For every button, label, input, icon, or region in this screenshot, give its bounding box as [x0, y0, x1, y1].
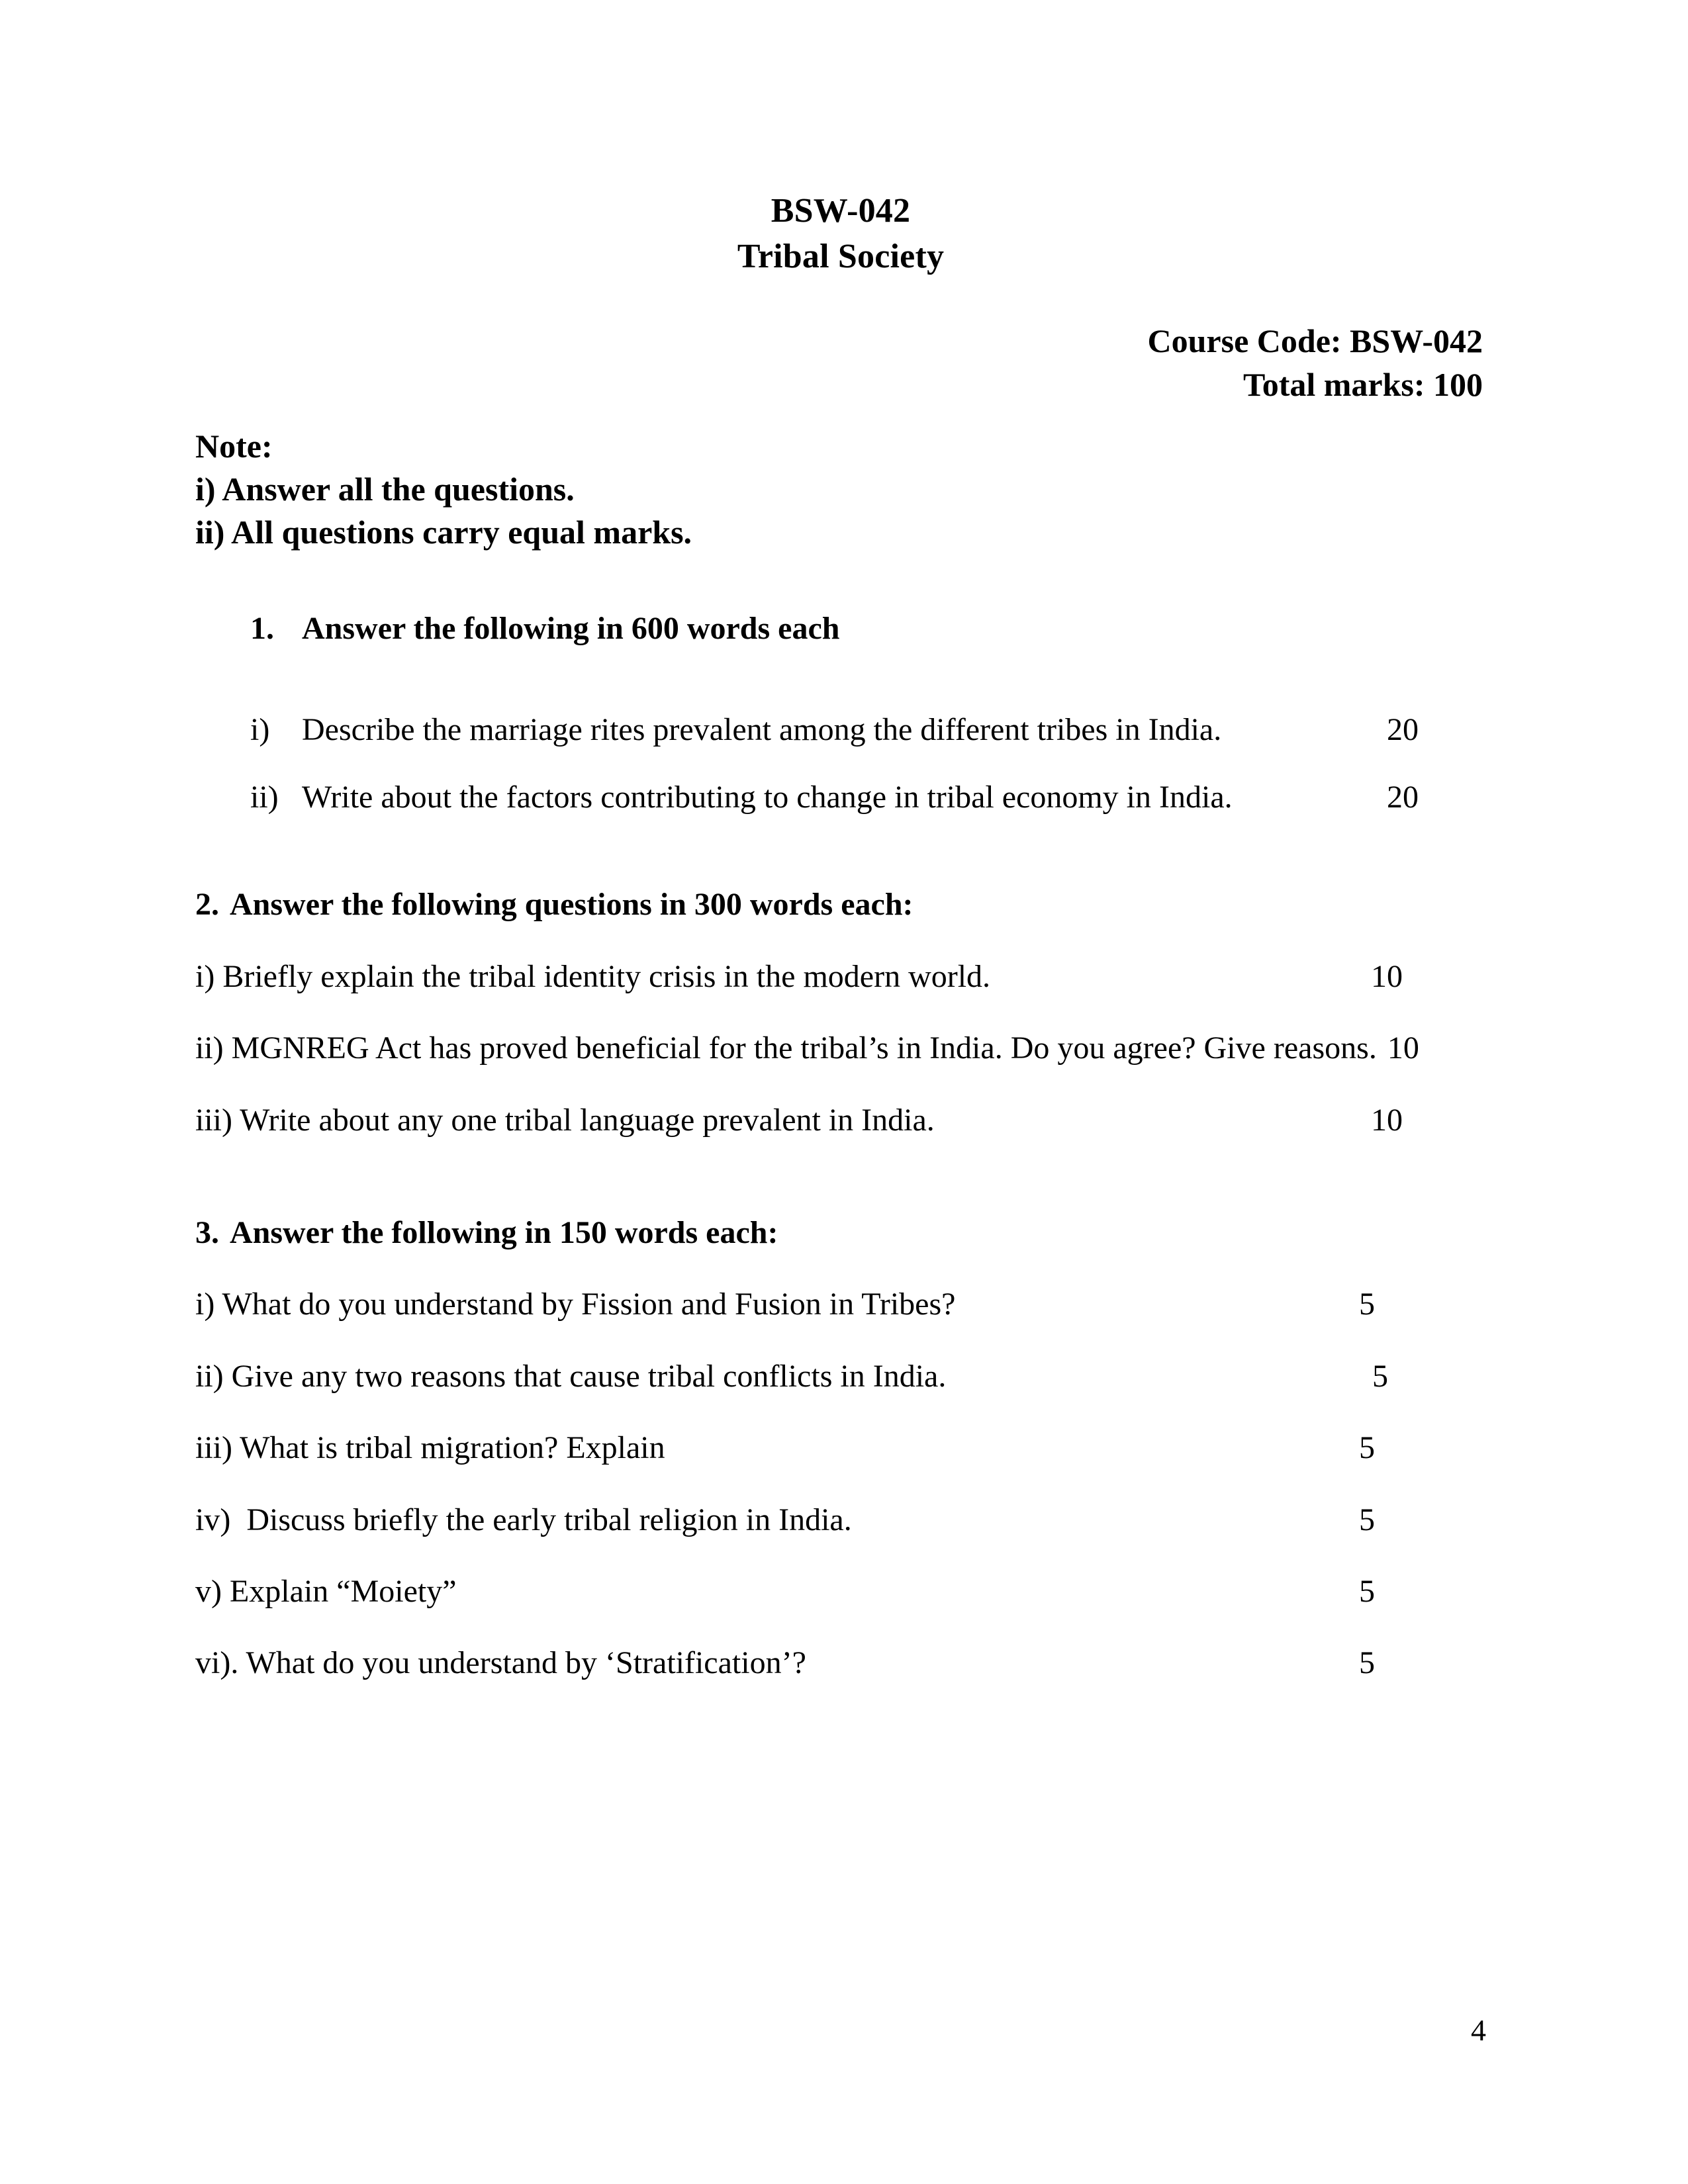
question-item — [195, 1571, 1486, 1612]
item-marks: 5 — [1372, 1358, 1388, 1394]
item-text: iv) Discuss briefly the early tribal religion in India. — [195, 1502, 852, 1537]
item-marks: 5 — [1359, 1430, 1375, 1466]
title-course-code: BSW-042 — [771, 192, 911, 230]
item-marks: 10 — [1371, 958, 1403, 994]
question-1-heading-text: Answer the following in 600 words each — [302, 611, 840, 647]
question-2-heading-text: Answer the following questions in 300 words each: — [230, 887, 914, 923]
item-marks: 5 — [1359, 1645, 1375, 1681]
question-item — [195, 1284, 1486, 1325]
item-text: v) Explain “Moiety” — [195, 1573, 457, 1609]
question-3-items — [195, 1284, 1486, 1684]
question-3-heading — [195, 1212, 1486, 1253]
item-text: i) What do you understand by Fission and Fusion in Tribes? — [195, 1287, 956, 1322]
item-text: Write about the factors contributing to change in tribal economy in India. — [302, 780, 1233, 815]
item-text: Describe the marriage rites prevalent among the different tribes in India. — [302, 711, 1222, 747]
question-item — [195, 1643, 1486, 1684]
question-item — [195, 1356, 1486, 1397]
item-text: iii) Write about any one tribal language prevalent in India. — [195, 1102, 935, 1138]
question-1-number: 1. — [250, 611, 274, 647]
question-1-heading — [250, 608, 1486, 649]
note-block — [195, 425, 1486, 554]
question-3-heading-text: Answer the following in 150 words each: — [230, 1214, 778, 1250]
item-marker: i) — [250, 711, 270, 747]
item-text: iii) What is tribal migration? Explain — [195, 1430, 665, 1466]
item-text: vi). What do you understand by ‘Stratification’? — [195, 1645, 806, 1681]
question-item — [195, 1100, 1486, 1141]
document-title — [195, 189, 1486, 279]
question-item — [250, 777, 1486, 818]
item-marks: 20 — [1387, 711, 1419, 747]
item-text: i) Briefly explain the tribal identity crisis in the modern world. — [195, 958, 991, 994]
course-code-line: Course Code: BSW-042 — [1147, 322, 1483, 360]
item-text: ii) Give any two reasons that cause tribal conflicts in India. — [195, 1358, 947, 1394]
note-item-2: ii) All questions carry equal marks. — [195, 514, 692, 551]
page-content — [195, 0, 1486, 1684]
question-2-heading — [195, 884, 1486, 925]
question-2-items — [195, 956, 1486, 1141]
page-number: 4 — [1471, 2013, 1486, 2047]
item-text: ii) MGNREG Act has proved beneficial for the tribal’s in India. Do you agree? Give reasons. — [195, 1030, 1377, 1066]
title-course-name: Tribal Society — [737, 237, 945, 275]
question-item — [195, 1428, 1486, 1469]
question-item — [250, 709, 1486, 751]
question-1-items — [250, 709, 1486, 819]
course-meta — [195, 319, 1486, 406]
question-item — [195, 1028, 1486, 1069]
item-marks: 5 — [1359, 1502, 1375, 1537]
item-marks: 10 — [1371, 1102, 1403, 1138]
question-item — [195, 1500, 1486, 1541]
question-3-number: 3. — [195, 1214, 219, 1250]
item-marker: ii) — [250, 780, 279, 815]
question-2-number: 2. — [195, 887, 219, 923]
item-marks: 5 — [1359, 1573, 1375, 1609]
note-item-1: i) Answer all the questions. — [195, 471, 575, 508]
question-item — [195, 956, 1486, 997]
note-heading: Note: — [195, 428, 273, 465]
item-marks: 10 — [1387, 1030, 1419, 1066]
item-marks: 5 — [1359, 1287, 1375, 1322]
total-marks-line: Total marks: 100 — [1243, 366, 1483, 404]
item-marks: 20 — [1387, 780, 1419, 815]
